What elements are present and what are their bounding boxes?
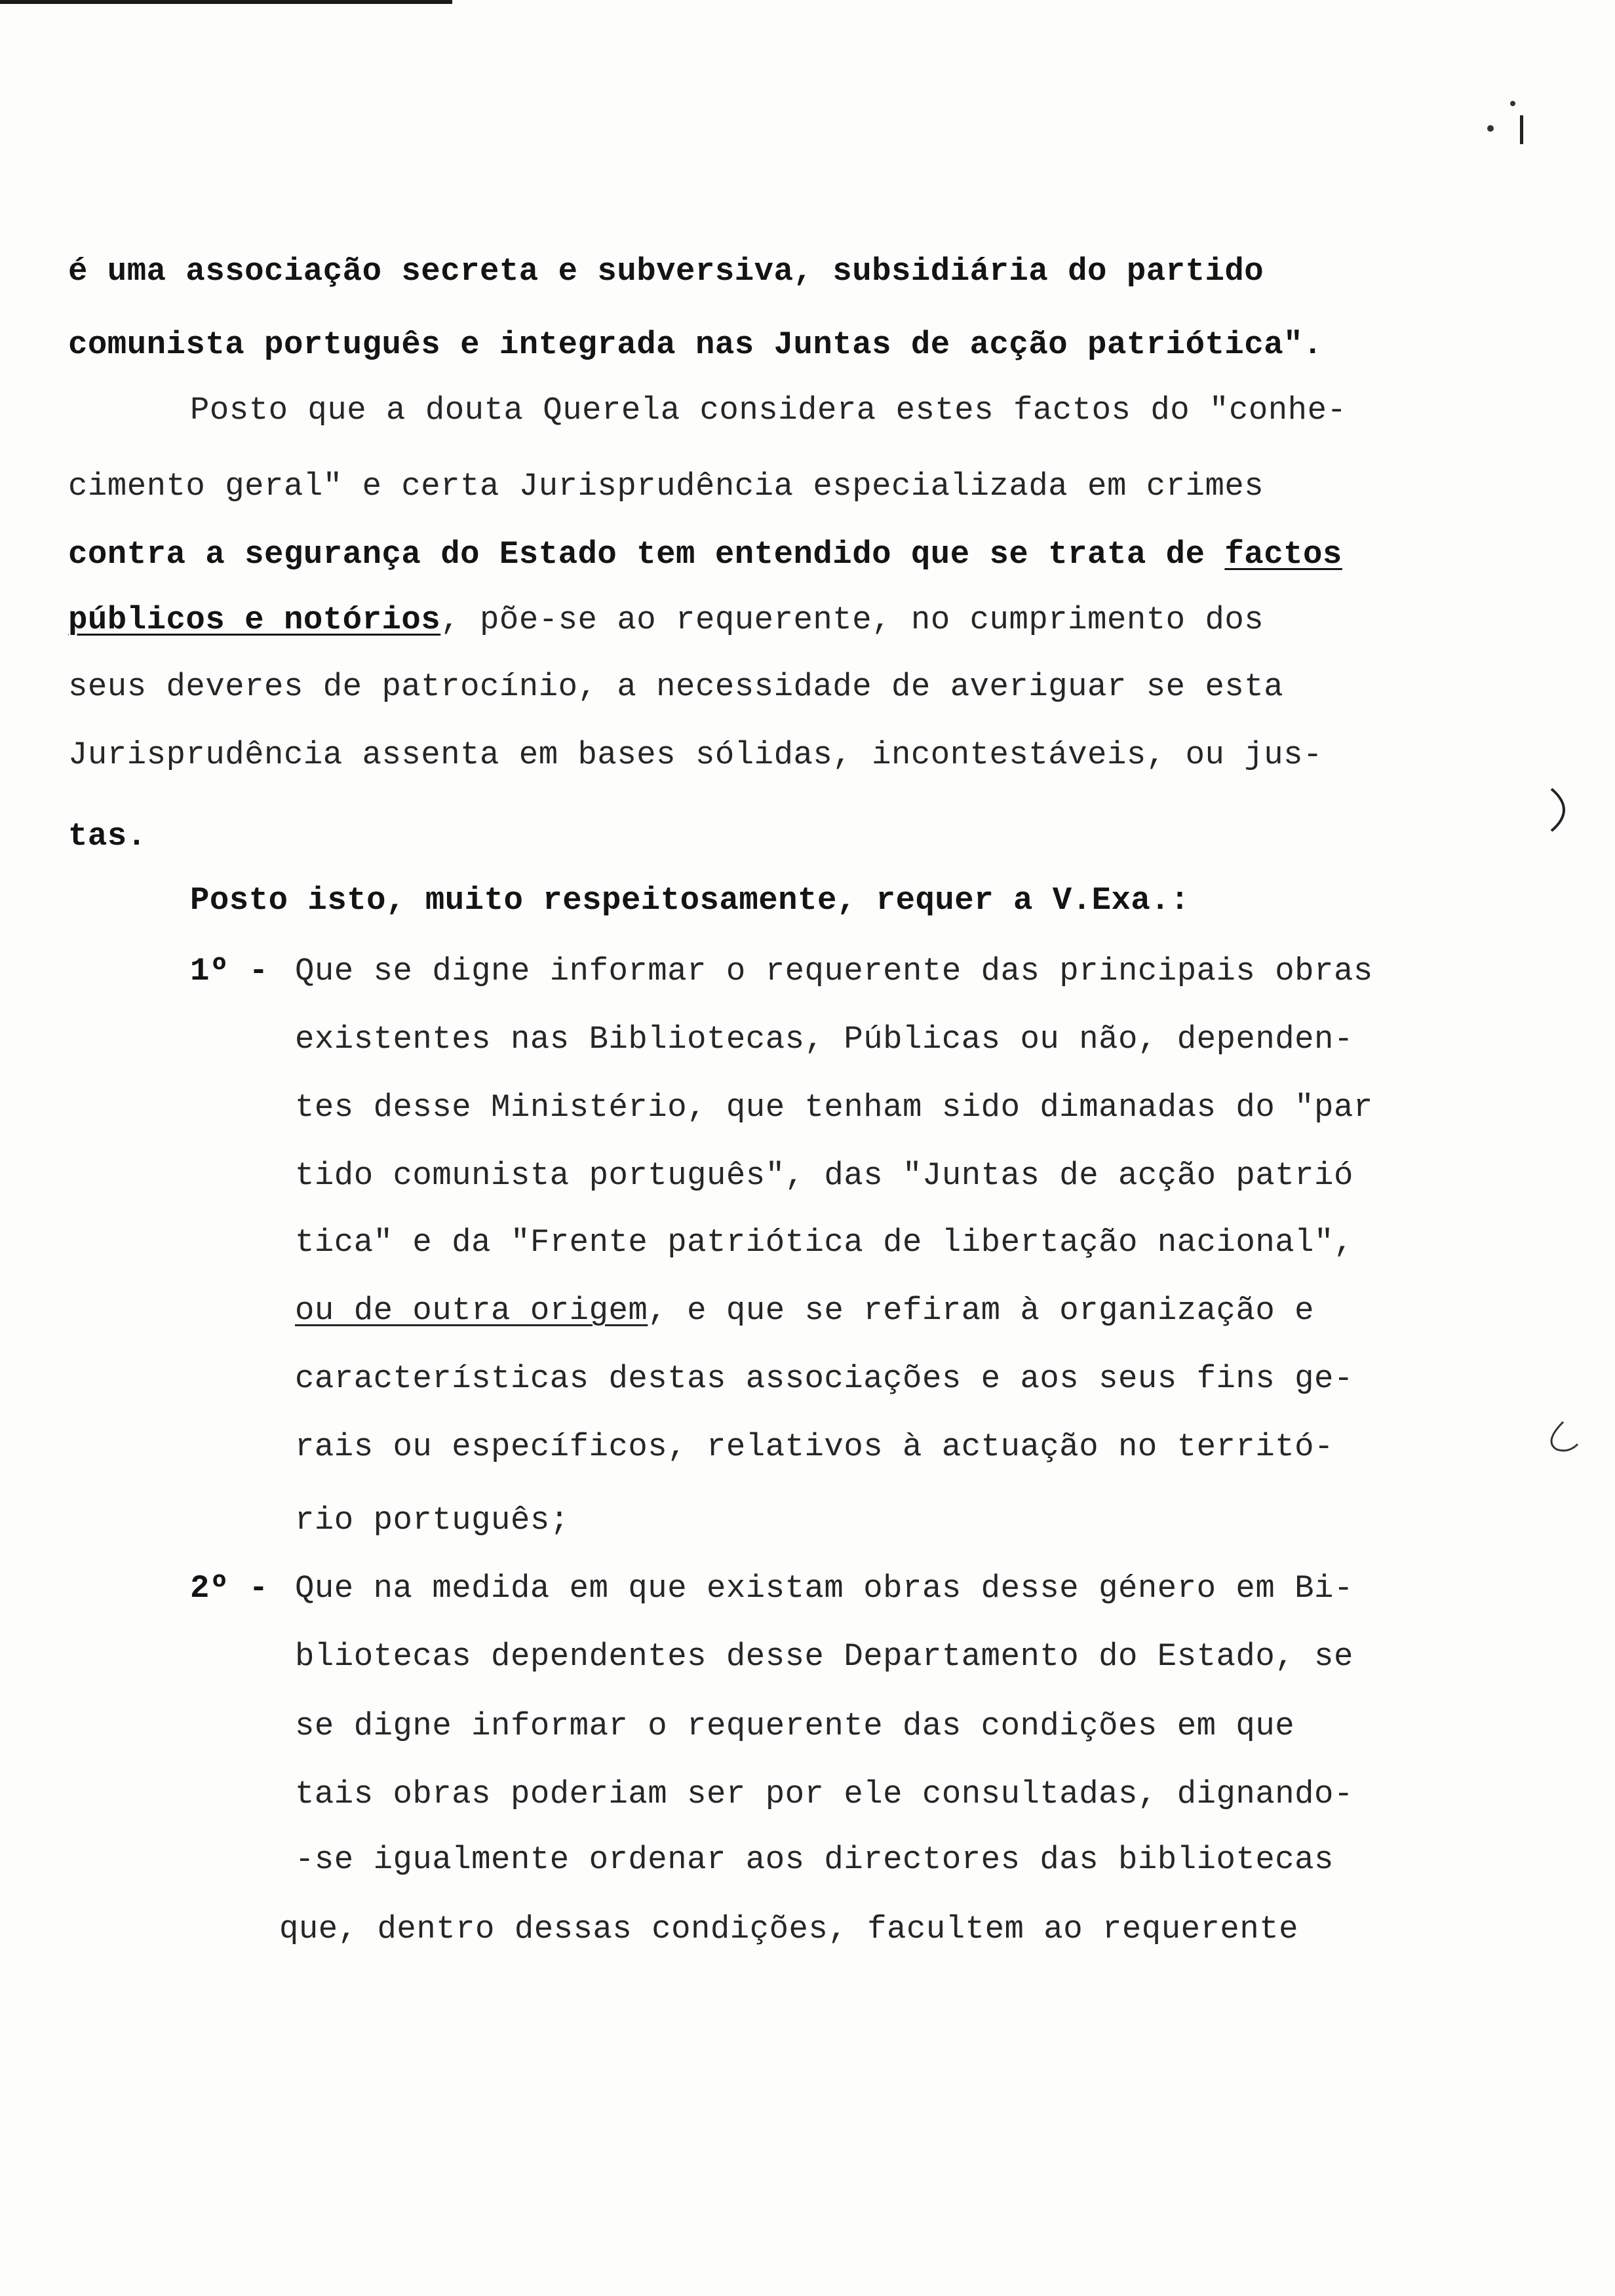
item1-line3: tes desse Ministério, que tenham sido dimanadas do "par xyxy=(295,1089,1373,1126)
underlined-facts: factos xyxy=(1224,536,1342,573)
underlined-other-origin: ou de outra origem xyxy=(295,1292,648,1329)
paragraph2-line4-text: , põe-se ao requerente, no cumprimento dos xyxy=(440,602,1264,638)
item2-line4: tais obras poderiam ser por ele consultadas, dignando- xyxy=(295,1776,1353,1812)
item1-line4: tido comunista português", das "Juntas de acção patrió xyxy=(295,1157,1353,1194)
item1-line9: rio português; xyxy=(295,1502,570,1539)
paragraph2-line5: seus deveres de patrocínio, a necessidade de averiguar se esta xyxy=(68,668,1284,705)
item2-line2: bliotecas dependentes desse Departamento do Estado, se xyxy=(295,1638,1353,1675)
paragraph2-line6: Jurisprudência assenta em bases sólidas, incontestáveis, ou jus- xyxy=(68,737,1323,773)
item1-line2: existentes nas Bibliotecas, Públicas ou não, dependen- xyxy=(295,1021,1353,1058)
item1-line8: rais ou específicos, relativos à actuação no territó- xyxy=(295,1428,1334,1465)
item2-line3: se digne informar o requerente das condições em que xyxy=(295,1708,1295,1744)
paragraph1-line2: comunista português e integrada nas Juntas de acção patriótica". xyxy=(68,326,1323,363)
item1-number: 1º - xyxy=(190,953,269,989)
top-border-line xyxy=(0,0,452,4)
item1-line1: Que se digne informar o requerente das principais obras xyxy=(295,953,1373,989)
underlined-public-notorious: públicos e notórios xyxy=(68,602,441,638)
item2-line1: Que na medida em que existam obras desse género em Bi- xyxy=(295,1570,1353,1607)
item1-line6 xyxy=(295,1292,1315,1329)
item2-line6: que, dentro dessas condições, facultem ao requerente xyxy=(279,1911,1299,1947)
paragraph1-line1: é uma associação secreta e subversiva, subsidiária do partido xyxy=(68,253,1264,290)
item1-line7: características destas associações e aos seus fins ge- xyxy=(295,1360,1353,1397)
item2-line5: -se igualmente ordenar aos directores das bibliotecas xyxy=(295,1841,1334,1878)
paragraph2-line3-text: contra a segurança do Estado tem entendido que se trata de xyxy=(68,536,1225,573)
item2-number: 2º - xyxy=(190,1570,269,1607)
item1-line6-text: , e que se refiram à organização e xyxy=(648,1292,1315,1329)
paragraph2-line3 xyxy=(68,536,1342,573)
punch-hole-icon xyxy=(1544,784,1583,836)
paragraph2-line7: tas. xyxy=(68,818,147,854)
paragraph2-line4 xyxy=(68,604,1264,636)
punch-hole-icon xyxy=(1544,1415,1583,1468)
paragraph2-line2: cimento geral" e certa Jurisprudência especializada em crimes xyxy=(68,468,1264,505)
margin-mark-icon xyxy=(1477,97,1530,149)
paragraph2-line1: Posto que a douta Querela considera estes factos do "conhe- xyxy=(190,392,1347,429)
request-intro: Posto isto, muito respeitosamente, requer a V.Exa.: xyxy=(190,882,1190,919)
item1-line5: tica" e da "Frente patriótica de libertação nacional", xyxy=(295,1224,1353,1261)
